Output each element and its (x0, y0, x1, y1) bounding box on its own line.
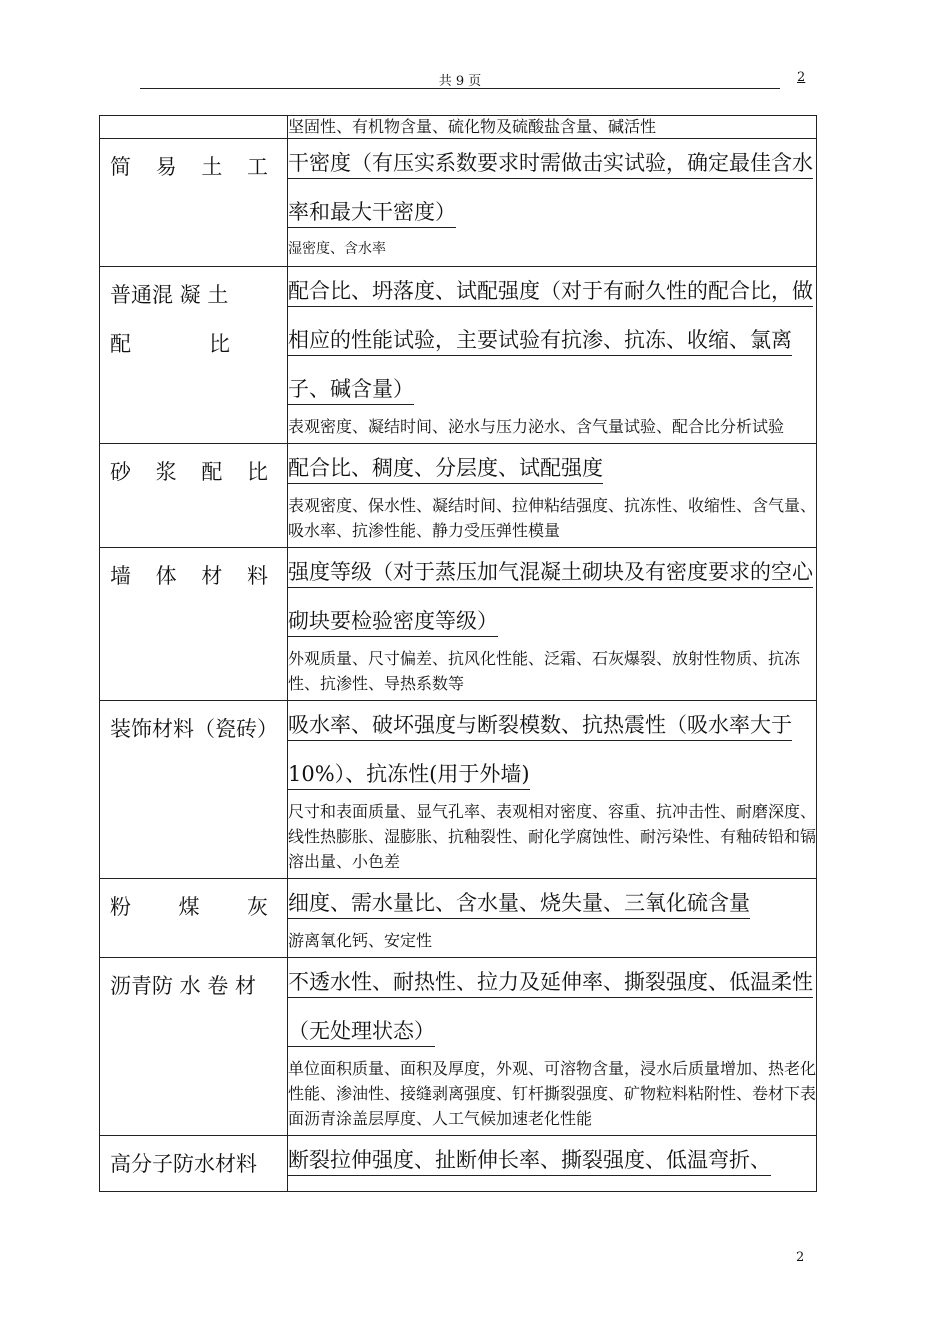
table-row (100, 1136, 817, 1192)
table-row (100, 879, 817, 958)
required-test-items: 干密度（有压实系数要求时需做击实试验，确定最佳含水率和最大干密度） (288, 139, 816, 237)
material-name-cell (100, 879, 288, 958)
required-test-items: 配合比、稠度、分层度、试配强度 (288, 444, 816, 493)
material-name: 简 易 土 工 (110, 155, 268, 179)
material-name: 沥青防 水 卷 材 (110, 974, 257, 998)
total-pages-label: 共 9 页 (438, 74, 482, 89)
test-items-cell (288, 267, 817, 444)
required-test-items: 不透水性、耐热性、拉力及延伸率、撕裂强度、低温柔性（无处理状态） (288, 958, 816, 1056)
other-test-items: 表观密度、保水性、凝结时间、拉伸粘结强度、抗冻性、收缩性、含气量、吸水率、抗渗性能、静力受压弹性模量 (288, 496, 817, 540)
required-test-items: 配合比、坍落度、试配强度（对于有耐久性的配合比，做相应的性能试验，主要试验有抗渗、抗冻、收缩、氯离子、碱含量） (288, 267, 816, 414)
material-name-cell (100, 958, 288, 1136)
footer-page-number: 2 (796, 1250, 805, 1265)
table-row (100, 139, 817, 267)
table-row (100, 958, 817, 1136)
page-header (140, 70, 780, 89)
material-name-cell (100, 548, 288, 701)
other-test-items: 外观质量、尺寸偏差、抗风化性能、泛霜、石灰爆裂、放射性物质、抗冻性、抗渗性、导热系数等 (288, 649, 801, 693)
table-row (100, 444, 817, 548)
required-test-items: 细度、需水量比、含水量、烧失量、三氧化硫含量 (288, 879, 816, 928)
material-name-cell (100, 267, 288, 444)
table-row (100, 267, 817, 444)
required-test-items: 吸水率、破坏强度与断裂模数、抗热震性（吸水率大于 10%）、抗冻性(用于外墙) (288, 701, 816, 799)
other-test-items: 尺寸和表面质量、显气孔率、表观相对密度、容重、抗冲击性、耐磨深度、线性热膨胀、湿膨胀、抗釉裂性、耐化学腐蚀性、耐污染性、有釉砖铅和镉溶出量、小色差 (288, 802, 817, 871)
test-items-cell (288, 879, 817, 958)
test-items-cell (288, 1136, 817, 1192)
material-name: 普通混 凝 土 配 比 (110, 283, 230, 356)
material-name: 砂 浆 配 比 (110, 460, 268, 484)
other-test-items: 单位面积质量、面积及厚度，外观、可溶物含量，浸水后质量增加、热老化性能、渗油性、接缝剥离强度、钉杆撕裂强度、矿物粒料粘附性、卷材下表面沥青涂盖层厚度、人工气候加速老化性能 (288, 1059, 817, 1128)
header-page-number: 2 (797, 70, 806, 85)
material-name-cell (100, 1136, 288, 1192)
test-items-cell (288, 958, 817, 1136)
material-name: 墙 体 材 料 (110, 564, 268, 588)
material-name: 高分子防水材料 (110, 1152, 257, 1176)
other-test-items: 表观密度、凝结时间、泌水与压力泌水、含气量试验、配合比分析试验 (288, 417, 785, 436)
test-items-cell (288, 139, 817, 267)
required-test-items: 断裂拉伸强度、扯断伸长率、撕裂强度、低温弯折、 (288, 1136, 816, 1191)
material-name-cell (100, 701, 288, 879)
material-name-cell (100, 139, 288, 267)
material-name: 装饰材料（瓷砖） (110, 717, 278, 741)
material-name-cell (100, 444, 288, 548)
test-items-cell (288, 444, 817, 548)
material-name-cell (100, 116, 288, 139)
material-name: 粉 煤 灰 (110, 895, 268, 919)
other-test-items: 坚固性、有机物含量、硫化物及硫酸盐含量、碱活性 (288, 117, 657, 136)
table-row (100, 116, 817, 139)
required-test-items: 强度等级（对于蒸压加气混凝土砌块及有密度要求的空心砌块要检验密度等级） (288, 548, 816, 646)
test-items-cell (288, 701, 817, 879)
test-items-table (99, 115, 817, 1192)
other-test-items: 游离氧化钙、安定性 (288, 931, 433, 950)
test-items-cell (288, 548, 817, 701)
table-row (100, 548, 817, 701)
other-test-items: 湿密度、含水率 (288, 241, 386, 257)
table-row (100, 701, 817, 879)
test-items-cell (288, 116, 817, 139)
